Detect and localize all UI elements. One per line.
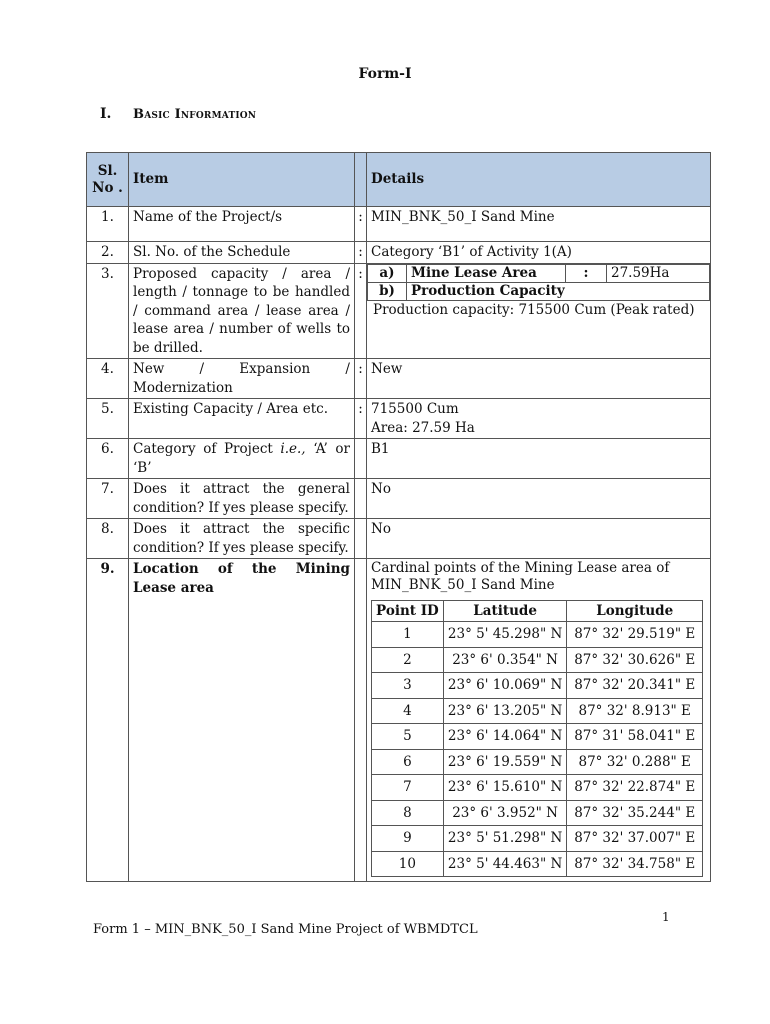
coordinate-latitude: 23° 6' 14.064" N (443, 724, 567, 750)
row-separator: : (355, 242, 367, 264)
coordinates-table (371, 600, 703, 877)
coord-header-point-id: Point ID (372, 601, 444, 622)
row-details (367, 263, 711, 359)
row-details: MIN_BNK_50_I Sand Mine (367, 207, 711, 242)
table-row (87, 242, 711, 264)
row-item: Existing Capacity / Area etc. (129, 399, 355, 439)
row-item-text-end: ‘A’ or ‘B’ (133, 441, 350, 476)
row-item: New / Expansion / Modernization (129, 359, 355, 399)
row-separator (355, 439, 367, 479)
header-details: Details (367, 153, 711, 207)
coordinate-latitude: 23° 5' 45.298" N (443, 622, 567, 648)
table-row (87, 359, 711, 399)
coordinate-point-id: 7 (372, 775, 444, 801)
coordinate-point-id: 2 (372, 647, 444, 673)
row-details: New (367, 359, 711, 399)
row-separator: : (355, 207, 367, 242)
coordinate-longitude: 87° 31' 58.041" E (567, 724, 703, 750)
table-row (87, 439, 711, 479)
coordinate-row (372, 622, 703, 648)
coordinate-point-id: 6 (372, 749, 444, 775)
row-item: Does it attract the general condition? If yes please specify. (129, 479, 355, 519)
coordinate-latitude: 23° 6' 3.952" N (443, 800, 567, 826)
coordinate-row (372, 775, 703, 801)
row-item: Sl. No. of the Schedule (129, 242, 355, 264)
existing-area: Area: 27.59 Ha (371, 419, 475, 436)
mine-lease-area-value: 27.59Ha (607, 264, 710, 282)
coordinate-row (372, 673, 703, 699)
coordinate-latitude: 23° 6' 10.069" N (443, 673, 567, 699)
production-capacity-label: Production Capacity (407, 282, 710, 300)
row-number: 6. (87, 439, 129, 479)
row-number: 5. (87, 399, 129, 439)
row-separator (355, 559, 367, 882)
page-number: 1 (662, 910, 670, 924)
row-separator (355, 519, 367, 559)
coordinate-latitude: 23° 5' 44.463" N (443, 851, 567, 877)
row-separator (355, 479, 367, 519)
coordinate-longitude: 87° 32' 30.626" E (567, 647, 703, 673)
row-number: 8. (87, 519, 129, 559)
row-separator: : (355, 263, 367, 359)
row-item-ie: i.e., (280, 441, 306, 457)
coordinate-row (372, 851, 703, 877)
row-details: No (367, 519, 711, 559)
row-details (367, 559, 711, 882)
subitem-label: a) (368, 264, 407, 282)
coord-header-latitude: Latitude (443, 601, 567, 622)
coordinate-point-id: 3 (372, 673, 444, 699)
mine-lease-area-label: Mine Lease Area (407, 264, 566, 282)
row-number: 3. (87, 263, 129, 359)
coordinate-longitude: 87° 32' 29.519" E (567, 622, 703, 648)
location-description: Cardinal points of the Mining Lease area of MIN_BNK_50_I Sand Mine (371, 560, 670, 593)
section-number: I. (100, 106, 112, 122)
table-row (87, 479, 711, 519)
row-number: 1. (87, 207, 129, 242)
coordinate-row (372, 800, 703, 826)
coordinate-point-id: 1 (372, 622, 444, 648)
coordinate-longitude: 87° 32' 34.758" E (567, 851, 703, 877)
row-item-text: Category of Project (133, 441, 281, 457)
table-row (87, 263, 711, 359)
coordinate-row (372, 647, 703, 673)
section-title: Basic Information (133, 107, 257, 122)
coordinate-longitude: 87° 32' 37.007" E (567, 826, 703, 852)
coordinate-latitude: 23° 6' 19.559" N (443, 749, 567, 775)
row-item: Name of the Project/s (129, 207, 355, 242)
coordinate-point-id: 5 (372, 724, 444, 750)
row-item: Does it attract the specific condition? If yes please specify. (129, 519, 355, 559)
coordinate-longitude: 87° 32' 22.874" E (567, 775, 703, 801)
existing-capacity: 715500 Cum (371, 401, 459, 417)
coordinate-latitude: 23° 6' 13.205" N (443, 698, 567, 724)
row-item: Location of the Mining Lease area (129, 559, 355, 882)
table-row (87, 207, 711, 242)
coordinate-latitude: 23° 5' 51.298" N (443, 826, 567, 852)
row-details (367, 399, 711, 439)
coord-header-longitude: Longitude (567, 601, 703, 622)
coordinate-longitude: 87° 32' 35.244" E (567, 800, 703, 826)
coordinate-row (372, 724, 703, 750)
table-row (87, 559, 711, 882)
header-separator (355, 153, 367, 207)
coordinate-latitude: 23° 6' 0.354" N (443, 647, 567, 673)
row-number: 9. (87, 559, 129, 882)
coordinate-longitude: 87° 32' 8.913" E (567, 698, 703, 724)
form-title: Form-I (358, 66, 412, 82)
row-item: Proposed capacity / area / length / tonnage to be handled / command area / lease area / lease area / number of wells to be drilled. (129, 263, 355, 359)
table-row (87, 399, 711, 439)
coordinate-point-id: 9 (372, 826, 444, 852)
coordinate-row (372, 698, 703, 724)
header-sl-no: Sl. No . (87, 153, 129, 207)
row-details: B1 (367, 439, 711, 479)
coordinate-row (372, 826, 703, 852)
subitem-label: b) (368, 282, 407, 300)
table-header-row (87, 153, 711, 207)
coordinates-header-row (372, 601, 703, 622)
coordinate-latitude: 23° 6' 15.610" N (443, 775, 567, 801)
production-capacity-subtable (367, 264, 710, 301)
coordinate-longitude: 87° 32' 20.341" E (567, 673, 703, 699)
table-row (87, 519, 711, 559)
subitem-colon: : (566, 264, 607, 282)
coordinate-longitude: 87° 32' 0.288" E (567, 749, 703, 775)
coordinate-point-id: 10 (372, 851, 444, 877)
basic-information-table (86, 152, 711, 882)
row-item (129, 439, 355, 479)
row-separator: : (355, 399, 367, 439)
row-number: 4. (87, 359, 129, 399)
page-footer: Form 1 – MIN_BNK_50_I Sand Mine Project of WBMDTCL (93, 922, 478, 937)
row-details: Category ‘B1’ of Activity 1(A) (367, 242, 711, 264)
coordinate-point-id: 4 (372, 698, 444, 724)
row-details: No (367, 479, 711, 519)
row-number: 2. (87, 242, 129, 264)
coordinate-point-id: 8 (372, 800, 444, 826)
production-capacity-value: Production capacity: 715500 Cum (Peak rated) (373, 301, 695, 318)
coordinate-row (372, 749, 703, 775)
header-item: Item (129, 153, 355, 207)
row-separator: : (355, 359, 367, 399)
row-number: 7. (87, 479, 129, 519)
